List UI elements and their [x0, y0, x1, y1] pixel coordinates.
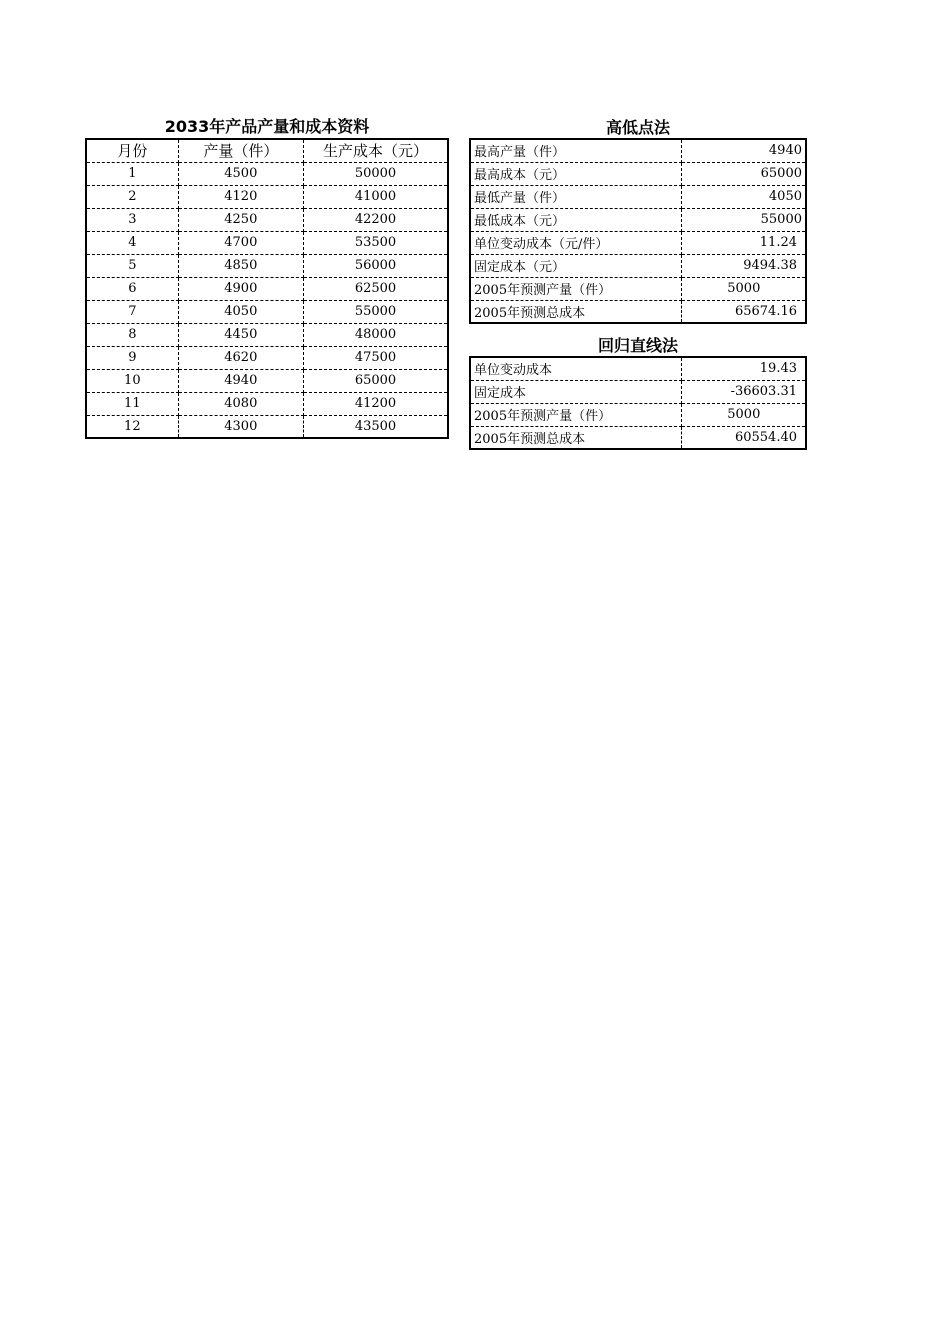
table-row — [470, 403, 806, 426]
label-cell: 2005年预测总成本 — [470, 300, 682, 323]
value-cell: 11.24 — [682, 231, 806, 254]
label-cell: 单位变动成本（元/件） — [470, 231, 682, 254]
value-cell: 5000 — [682, 403, 806, 426]
table-row — [470, 231, 806, 254]
value-cell: 65000 — [682, 162, 806, 185]
value-cell: 55000 — [682, 208, 806, 231]
high-low-title: 高低点法 — [605, 118, 670, 137]
cost-cell: 42200 — [303, 208, 448, 231]
label-cell: 最高成本（元） — [470, 162, 682, 185]
table-row — [470, 185, 806, 208]
table-row — [470, 357, 806, 380]
table-row — [470, 254, 806, 277]
table-row — [470, 380, 806, 403]
table-row — [86, 346, 448, 369]
cost-cell: 62500 — [303, 277, 448, 300]
cost-cell: 53500 — [303, 231, 448, 254]
output-cell: 4940 — [178, 369, 303, 392]
table-row — [86, 323, 448, 346]
label-cell: 固定成本（元） — [470, 254, 682, 277]
month-cell: 3 — [86, 208, 178, 231]
table-row — [470, 426, 806, 449]
cost-cell: 48000 — [303, 323, 448, 346]
table-row — [470, 139, 806, 162]
label-cell: 2005年预测总成本 — [470, 426, 682, 449]
label-cell: 2005年预测产量（件） — [470, 277, 682, 300]
table-row — [86, 369, 448, 392]
table-header-row — [86, 139, 448, 162]
output-cell: 4080 — [178, 392, 303, 415]
label-cell: 2005年预测产量（件） — [470, 403, 682, 426]
table-row — [86, 415, 448, 438]
label-cell: 最低成本（元） — [470, 208, 682, 231]
value-cell: 65674.16 — [682, 300, 806, 323]
month-cell: 5 — [86, 254, 178, 277]
month-cell: 1 — [86, 162, 178, 185]
month-cell: 9 — [86, 346, 178, 369]
output-cell: 4500 — [178, 162, 303, 185]
label-cell: 单位变动成本 — [470, 357, 682, 380]
month-cell: 8 — [86, 323, 178, 346]
table-row — [86, 277, 448, 300]
table-row — [86, 254, 448, 277]
month-cell: 6 — [86, 277, 178, 300]
value-cell: 4940 — [682, 139, 806, 162]
table-row — [86, 392, 448, 415]
month-cell: 10 — [86, 369, 178, 392]
month-cell: 11 — [86, 392, 178, 415]
output-cell: 4120 — [178, 185, 303, 208]
cost-cell: 47500 — [303, 346, 448, 369]
value-cell: -36603.31 — [682, 380, 806, 403]
label-cell: 固定成本 — [470, 380, 682, 403]
table-row — [86, 162, 448, 185]
regression-table — [469, 356, 807, 450]
cost-cell: 56000 — [303, 254, 448, 277]
value-cell: 60554.40 — [682, 426, 806, 449]
output-cell: 4850 — [178, 254, 303, 277]
cost-cell: 41200 — [303, 392, 448, 415]
value-cell: 5000 — [682, 277, 806, 300]
month-cell: 2 — [86, 185, 178, 208]
table-row — [470, 162, 806, 185]
table-row — [86, 185, 448, 208]
output-cell: 4450 — [178, 323, 303, 346]
output-cell: 4620 — [178, 346, 303, 369]
value-cell: 19.43 — [682, 357, 806, 380]
production-cost-title: 2033年产品产量和成本资料 — [164, 117, 370, 136]
regression-title: 回归直线法 — [597, 336, 678, 355]
output-cell: 4050 — [178, 300, 303, 323]
production-cost-table — [85, 138, 449, 439]
cost-cell: 65000 — [303, 369, 448, 392]
output-cell: 4250 — [178, 208, 303, 231]
label-cell: 最低产量（件） — [470, 185, 682, 208]
table-row — [470, 277, 806, 300]
header-output: 产量（件） — [178, 139, 303, 162]
cost-cell: 50000 — [303, 162, 448, 185]
cost-cell: 55000 — [303, 300, 448, 323]
table-row — [86, 300, 448, 323]
header-production-cost: 生产成本（元） — [303, 139, 448, 162]
label-cell: 最高产量（件） — [470, 139, 682, 162]
table-row — [86, 231, 448, 254]
month-cell: 4 — [86, 231, 178, 254]
table-row — [470, 208, 806, 231]
high-low-table — [469, 138, 807, 324]
cost-cell: 41000 — [303, 185, 448, 208]
value-cell: 9494.38 — [682, 254, 806, 277]
output-cell: 4900 — [178, 277, 303, 300]
cost-cell: 43500 — [303, 415, 448, 438]
month-cell: 7 — [86, 300, 178, 323]
table-row — [470, 300, 806, 323]
month-cell: 12 — [86, 415, 178, 438]
value-cell: 4050 — [682, 185, 806, 208]
header-month: 月份 — [86, 139, 178, 162]
output-cell: 4700 — [178, 231, 303, 254]
table-row — [86, 208, 448, 231]
output-cell: 4300 — [178, 415, 303, 438]
